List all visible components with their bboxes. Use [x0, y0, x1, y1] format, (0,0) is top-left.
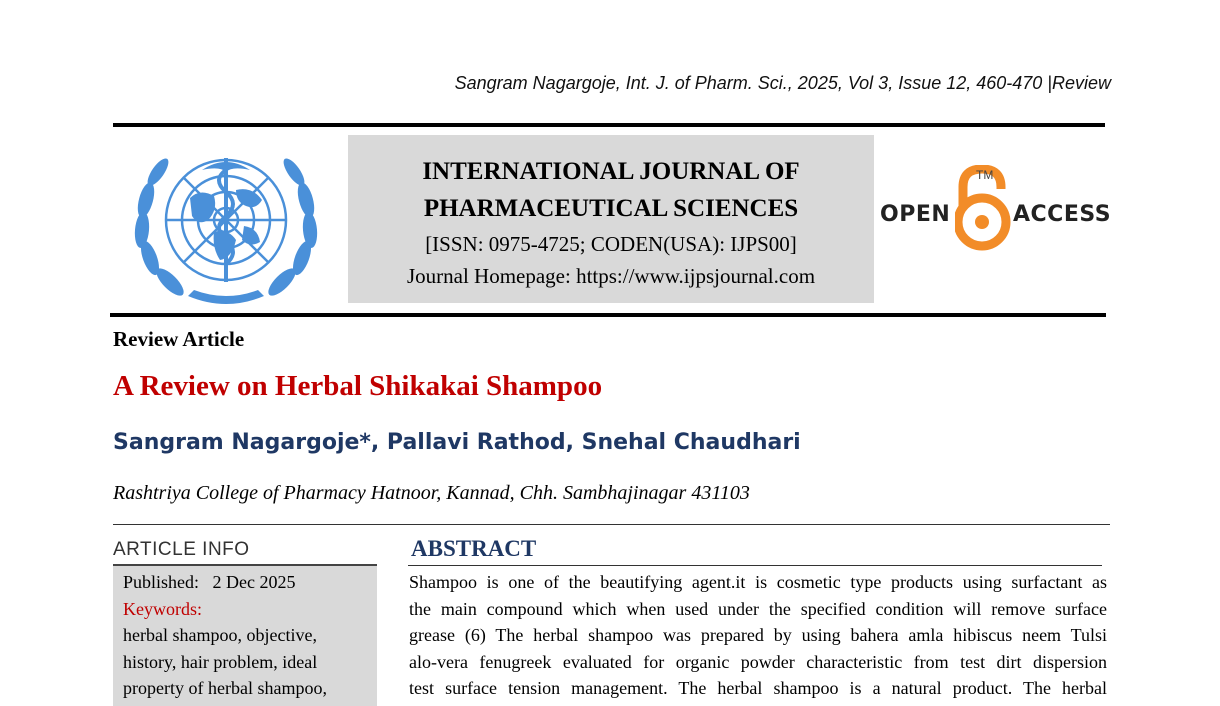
- abstract-line: the main compound which when used under the specified condition will remove surface: [409, 598, 1107, 619]
- trademark-mark: TM: [976, 168, 994, 182]
- article-authors: Sangram Nagargoje*, Pallavi Rathod, Snehal Chaudhari: [113, 430, 801, 455]
- top-rule: [113, 123, 1105, 127]
- journal-logo-icon: [128, 140, 324, 306]
- abstract-heading: ABSTRACT: [411, 536, 537, 561]
- keywords-label: Keywords:: [123, 598, 202, 619]
- published-label: Published:: [123, 572, 200, 592]
- open-access-logo: [880, 165, 1112, 255]
- abstract-line: alo-vera fenugreek evaluated for organic powder characteristic from test dirt dispersion: [409, 651, 1107, 672]
- journal-homepage[interactable]: Journal Homepage: https://www.ijpsjournal.com: [406, 264, 816, 288]
- keywords-line: property of herbal shampoo,: [123, 678, 327, 698]
- published-date: 2 Dec 2025: [212, 572, 296, 592]
- citation-header: Sangram Nagargoje, Int. J. of Pharm. Sci., 2025, Vol 3, Issue 12, 460-470 |Review: [454, 73, 1111, 93]
- published-row: [123, 569, 367, 596]
- article-title: A Review on Herbal Shikakai Shampoo: [113, 370, 603, 402]
- open-word: OPEN: [880, 202, 951, 227]
- journal-issn: [ISSN: 0975-4725; CODEN(USA): IJPS00]: [425, 232, 797, 256]
- keywords-line: herbal shampoo, objective,: [123, 625, 317, 645]
- article-affiliation: Rashtriya College of Pharmacy Hatnoor, Kannad, Chh. Sambhajinagar 431103: [113, 482, 750, 504]
- article-info-panel: [113, 566, 377, 706]
- article-type: Review Article: [113, 327, 245, 351]
- keywords-line: history, hair problem, ideal: [123, 651, 318, 672]
- access-word: ACCESS: [1013, 202, 1112, 227]
- abstract-body: [409, 569, 1107, 702]
- abstract-rule: [408, 565, 1102, 566]
- abstract-line: Shampoo is one of the beautifying agent.it is cosmetic type products using surfactant as: [409, 572, 1107, 592]
- abstract-line: test surface tension management. The herbal shampoo is a natural product. The herbal: [409, 678, 1107, 698]
- article-info-heading: ARTICLE INFO: [113, 539, 250, 560]
- journal-name-line1: INTERNATIONAL JOURNAL OF: [422, 158, 800, 185]
- abstract-line: grease (6) The herbal shampoo was prepared by using bahera amla hibiscus neem Tulsi: [409, 625, 1107, 645]
- journal-name-line2: PHARMACEUTICAL SCIENCES: [423, 195, 799, 222]
- masthead-bottom-rule: [110, 313, 1106, 317]
- section-divider: [113, 524, 1110, 525]
- journal-masthead: [348, 135, 874, 303]
